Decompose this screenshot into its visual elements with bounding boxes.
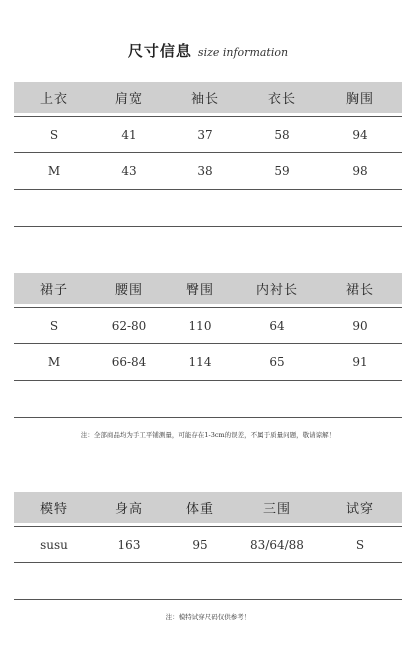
title-cn: 尺寸信息 xyxy=(127,42,192,60)
table-cell: M xyxy=(47,164,61,178)
table-cell: M xyxy=(47,355,61,369)
table-cell: 90 xyxy=(352,318,368,333)
header-cell: 模特 xyxy=(39,502,68,517)
table-cell: susu xyxy=(40,537,68,552)
table-cell: 98 xyxy=(352,164,368,178)
table-row xyxy=(14,526,402,563)
table-cell: 66-84 xyxy=(111,355,147,369)
table-row xyxy=(14,344,402,381)
header-cell: 胸围 xyxy=(345,92,374,107)
table-cell: S xyxy=(355,537,365,552)
top-size-table xyxy=(14,82,402,227)
header-cell: 上衣 xyxy=(39,92,68,107)
measurement-note: 注：全部商品均为手工平铺测量，可能存在1-3cm的误差，不属于质量问题，敬请谅解！ xyxy=(80,431,336,439)
table-cell: 58 xyxy=(274,127,290,142)
table-cell: 38 xyxy=(197,164,213,178)
table-header xyxy=(14,273,402,304)
model-note: 注：模特试穿尺码仅供参考！ xyxy=(165,613,251,621)
table-cell: 94 xyxy=(352,127,368,142)
table-row xyxy=(14,307,402,344)
header-cell: 三围 xyxy=(262,502,291,517)
table-header xyxy=(14,492,402,523)
table-cell: 59 xyxy=(274,164,290,178)
table-cell: 37 xyxy=(197,127,213,142)
table-cell: 114 xyxy=(188,355,212,369)
header-cell: 臀围 xyxy=(185,283,214,298)
header-cell: 体重 xyxy=(185,502,214,517)
header-cell: 腰围 xyxy=(114,283,143,298)
table-header xyxy=(14,82,402,113)
header-cell: 内衬长 xyxy=(255,283,298,298)
table-row xyxy=(14,116,402,153)
title-en: size information xyxy=(197,46,289,59)
skirt-size-table xyxy=(14,273,402,418)
header-cell: 裙子 xyxy=(39,283,68,298)
table-cell: 41 xyxy=(121,127,137,142)
header-cell: 袖长 xyxy=(190,92,219,107)
table-row-empty xyxy=(14,381,402,418)
table-cell: 62-80 xyxy=(111,318,147,333)
table-cell: S xyxy=(49,318,59,333)
table-cell: 95 xyxy=(192,537,208,552)
table-cell: 65 xyxy=(269,355,285,369)
table-row-empty xyxy=(14,563,402,600)
table-cell: 163 xyxy=(117,537,141,552)
table-row-empty xyxy=(14,190,402,227)
table-cell: 64 xyxy=(269,318,285,333)
table-cell: 43 xyxy=(121,164,137,178)
header-cell: 试穿 xyxy=(345,502,374,517)
header-cell: 衣长 xyxy=(267,92,296,107)
table-cell: 110 xyxy=(188,318,212,333)
table-cell: 91 xyxy=(352,355,368,369)
header-cell: 肩宽 xyxy=(114,92,143,107)
page-title xyxy=(0,40,416,61)
header-cell: 身高 xyxy=(114,502,143,517)
table-row xyxy=(14,153,402,190)
header-cell: 裙长 xyxy=(345,283,374,298)
table-cell: 83/64/88 xyxy=(250,537,304,552)
table-cell: S xyxy=(49,127,59,142)
model-table xyxy=(14,492,402,600)
